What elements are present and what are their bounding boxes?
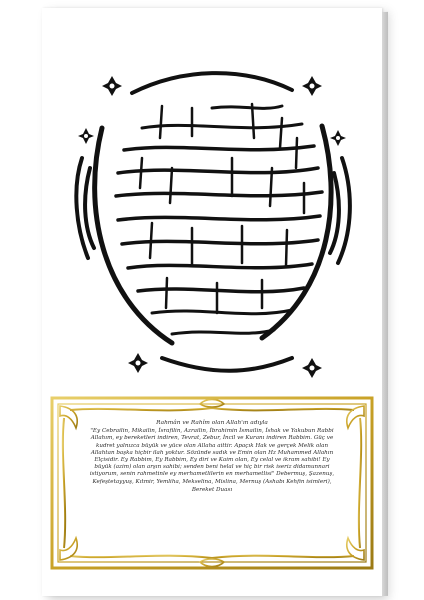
- flower-ornament: [128, 353, 148, 373]
- prayer-heading: Rahmân ve Rahîm olan Allah'ın adıyla: [156, 420, 268, 426]
- flower-ornament: [302, 76, 322, 96]
- calligraphy-line: [152, 310, 292, 314]
- flower-ornament: [330, 130, 346, 146]
- prayer-body: "Ey Cebrailin, Mikailin, İsrafilin, Azrailin, İbrahimin İsmailin, İshak ve Yakubun Rabbi Allahım, ey bereketleri indiren, Tevrat, Zebur, İncil ve Kuranı indiren Rabbim. Güç ve kudret yalnızca büyük ve yüce olan Allaha aittir. Apaçık Hak ve gerçek Melik olan Allahtan başka hiçbir ilah yoktur. Sözünde sadık ve Emin olan Hz Muhammed Allahın Elçisidir. Ey Rabbim, Ey Rabbim, Ey diri ve Kaim olan, Ey celal ve ikram sahibi! Ey büyük (azim) olan arşın sahibi; senden beni helal ve hiç bir risk iseriz didamunnari istiyorum, senin rahmetinle ey merhametlilerin en merhametlisi" Debermuş, Şazenuş, Kefeştetayyuş, Kıtmir, Yemliha, Mekselina, Mislina, Mernuş (Ashabı Kehfin isimleri),: [89, 428, 335, 485]
- prayer-text: [86, 420, 338, 550]
- canvas-print: [42, 8, 382, 596]
- prayer-closing: Bereket Duası: [191, 486, 233, 493]
- calligraphy-stroke: [166, 278, 262, 313]
- calligraphy-line: [124, 146, 314, 150]
- canvas-edge: [382, 12, 388, 596]
- calligraphy-line: [116, 192, 322, 196]
- prayer-plaque: [50, 396, 374, 570]
- calligraphy-stroke: [162, 358, 292, 371]
- calligraphy-stroke: [76, 158, 94, 258]
- calligraphy-line: [172, 330, 274, 334]
- flower-ornament: [302, 358, 322, 378]
- calligraphy-line: [118, 216, 320, 220]
- calligraphy-line: [128, 264, 312, 268]
- calligraphy-stroke: [140, 158, 304, 213]
- calligraphy-line: [118, 168, 318, 173]
- calligraphy-line: [142, 124, 302, 128]
- calligraphy-line: [138, 288, 304, 292]
- calligraphy-stroke: [160, 104, 297, 168]
- flower-ornament: [102, 76, 122, 96]
- calligraphy-stroke: [132, 73, 292, 93]
- calligraphy-line: [212, 106, 282, 108]
- flower-ornament: [78, 128, 94, 144]
- calligraphy-artwork: [42, 8, 382, 388]
